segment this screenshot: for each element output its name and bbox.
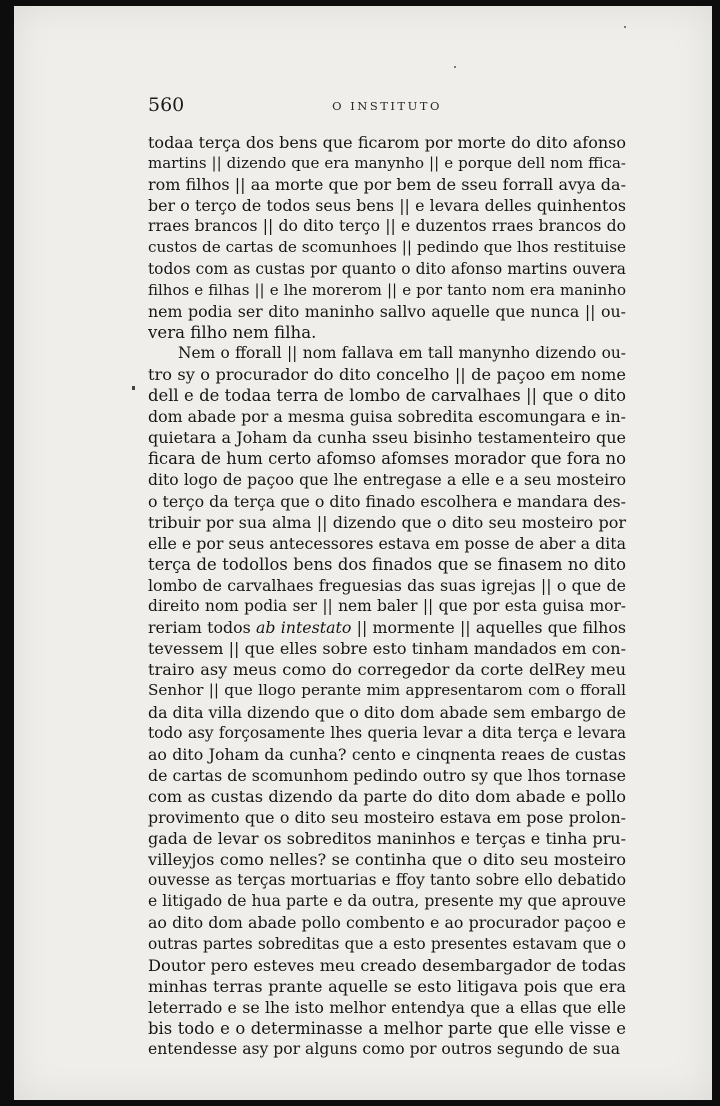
text-line: terça de todollos bens dos finados que se finasem no dito <box>148 554 626 574</box>
latin-phrase: ab intestato <box>255 618 352 638</box>
text-line: ouvesse as terças mortuarias e ffoy tanto sobre ello debatido <box>148 871 626 890</box>
text-line: elle e por seus antecessores estava em posse de aber a dita <box>148 533 626 553</box>
text-line: tribuir por sua alma || dizendo que o dito seu mosteiro por <box>148 512 626 532</box>
text-line: dom abade por a mesma guisa sobredita escomungara e in- <box>148 407 626 427</box>
text-line: gada de levar os sobreditos maninhos e terças e tinha pru- <box>148 829 626 849</box>
text-line: com as custas dizendo da parte do dito dom abade e pollo <box>148 786 626 806</box>
text-line: nem podia ser dito maninho sallvo aquelle que nunca || ou- <box>148 301 626 321</box>
text-body <box>148 132 626 1060</box>
journal-title: O INSTITUTO <box>332 99 442 113</box>
text-line: martins || dizendo que era manynho || e porque dell nom ffica- <box>148 154 626 173</box>
paper-speck <box>454 66 456 68</box>
text-line: bis todo e o determinasse a melhor parte que elle visse e <box>148 1018 626 1038</box>
text-line: tro sy o procurador do dito concelho || de paçoo em nome <box>148 365 626 385</box>
text-line: de cartas de scomunhom pedindo outro sy que lhos tornase <box>148 765 626 785</box>
text-line: leterrado e se lhe isto melhor entendya que a ellas que elle <box>148 997 626 1017</box>
text-line: filhos e filhas || e lhe morerom || e por tanto nom era maninho <box>148 280 626 299</box>
text-line: todaa terça dos bens que ficarom por morte do dito afonso <box>148 133 626 152</box>
text-line: ao dito Joham da cunha? cento e cinqnenta reaes de custas <box>148 744 626 764</box>
page-number: 560 <box>148 94 185 116</box>
paper-speck <box>624 26 626 28</box>
text-line: tevessem || que elles sobre esto tinham mandados em con- <box>148 639 626 659</box>
margin-mark <box>132 386 135 390</box>
text-line: entendesse asy por alguns como por outros segundo de sua <box>148 1040 621 1059</box>
text-line: outras partes sobreditas que a esto presentes estavam que o <box>148 934 626 953</box>
text-line: rraes brancos || do dito terço || e duzentos rraes brancos do <box>148 217 626 236</box>
text-line: custos de cartas de scomunhoes || pedindo que lhos restituise <box>148 238 626 257</box>
text-line: todo asy forçosamente lhes queria levar a dita terça e levara <box>148 723 626 742</box>
text-line: Nem o fforall || nom fallava em tall manynho dizendo ou- <box>178 343 626 362</box>
text-line: dell e de todaa terra de lombo de carvalhaes || que o dito <box>148 386 626 406</box>
text-line: rom filhos || aa morte que por bem de sseu forrall avya da- <box>148 175 626 195</box>
text-line: ficara de hum certo afomso afomses morador que fora no <box>148 449 626 469</box>
text-line: direito nom podia ser || nem baler || que por esta guisa mor- <box>148 597 626 616</box>
text-line: reriam todos ab intestato || mormente || aquelles que filhos <box>148 618 626 638</box>
text-line: e litigado de hua parte e da outra, presente my que aprouve <box>148 892 626 911</box>
text-line: todos com as custas por quanto o dito afonso martins ouvera <box>148 259 626 278</box>
text-line: quietara a Joham da cunha sseu bisinho testamenteiro que <box>148 428 626 448</box>
text-line: provimento que o dito seu mosteiro estava em pose prolon- <box>148 808 626 827</box>
text-line: dito logo de paçoo que lhe entregase a elle e a seu mosteiro <box>148 470 626 489</box>
text-line: minhas terras prante aquelle se esto litigava pois que era <box>148 976 626 996</box>
running-head <box>148 94 626 118</box>
text-line: o terço da terça que o dito finado escolhera e mandara des- <box>148 491 626 511</box>
text-line: trairo asy meus como do corregedor da corte delRey meu <box>148 660 626 680</box>
text-line: ao dito dom abade pollo combento e ao procurador paçoo e <box>148 913 626 933</box>
text-line: vera filho nem filha. <box>148 322 317 342</box>
text-line: Doutor pero esteves meu creado desembargador de todas <box>148 955 626 975</box>
text-line: da dita villa dizendo que o dito dom abade sem embargo de <box>148 702 626 722</box>
text-line: villeyjos como nelles? se continha que o dito seu mosteiro <box>148 850 626 870</box>
text-line: ber o terço de todos seus bens || e levara delles quinhentos <box>148 196 626 216</box>
text-line: lombo de carvalhaes freguesias das suas igrejas || o que de <box>148 575 626 595</box>
text-line: Senhor || que llogo perante mim appresentarom com o fforall <box>148 681 626 700</box>
